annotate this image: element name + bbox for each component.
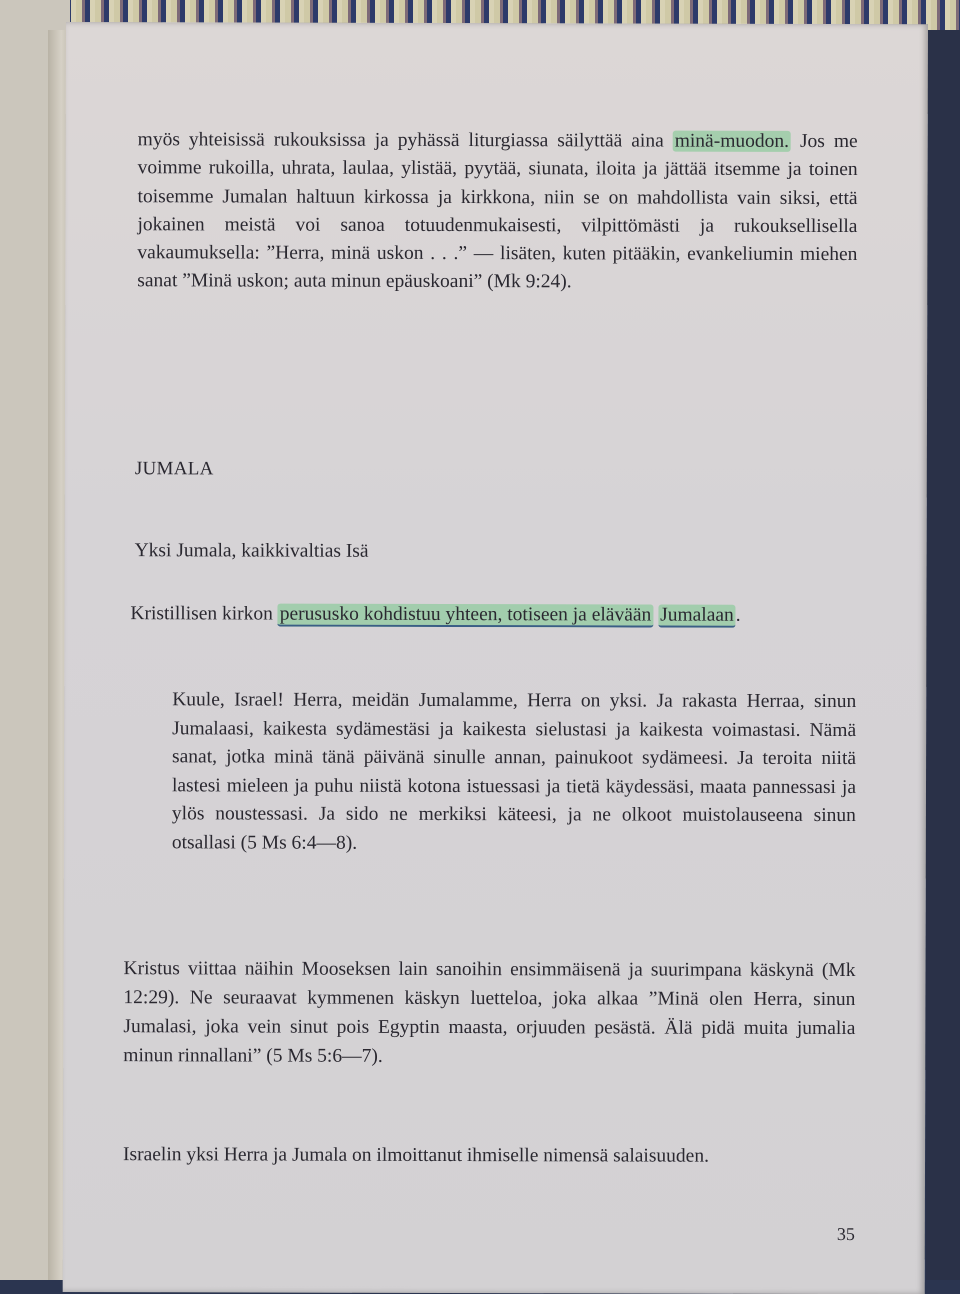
paragraph-basic-faith: Kristillisen kirkon perususko kohdistuu yhteen, totiseen ja elävään Jumalaan. xyxy=(130,603,741,626)
paragraph-christ-reference: Kristus viittaa näihin Mooseksen lain sanoihin ensimmäisenä ja suurimpana käskynä (Mk 12:29). Ne seuraavat kymmenen käskyn luetteloa, joka alkaa ”Minä olen Herra, sinun Jumalasi, joka vein sinut pois Egyptin maasta, orjuuden pesästä. Älä pidä muita jumalia minun rinnallani” (5 Ms 5:6—7). xyxy=(123,958,856,1067)
book-page xyxy=(63,22,928,1294)
highlighted-text: minä-muodon. xyxy=(674,130,790,152)
section-heading: JUMALA xyxy=(134,458,214,480)
paragraph-name-revealed: Israelin yksi Herra ja Jumala on ilmoittanut ihmiselle nimensä salaisuuden. xyxy=(123,1144,710,1167)
fabric-background-side xyxy=(926,30,960,1280)
scripture-quote: Kuule, Israel! Herra, meidän Jumalamme, Herra on yksi. Ja rakasta Herraa, sinun Jumalaasi, kaikesta sydämestäsi ja kaikesta sielustasi ja kaikesta voimastasi. Nämä sanat, jotka minä tänä päivänä sinulle annan, painukoot sydämeesi. Ja teroita niitä lastesi mieleen ja puhu niistä kotona istuessasi ja tietä käydessäsi, maata pannessasi ja ylös noustessasi. Ja sido ne merkiksi käteesi, ja ne olkoot muistolauseena sinun otsallasi (5 Ms 6:4—8). xyxy=(171,689,857,854)
highlighted-underlined-text: perususko kohdistuu yhteen, totiseen ja elävään xyxy=(278,604,654,628)
highlighted-underlined-text: Jumalaan xyxy=(658,605,736,628)
page-number: 35 xyxy=(836,1224,855,1245)
subheading: Yksi Jumala, kaikkivaltias Isä xyxy=(134,540,369,562)
paragraph-intro: myös yhteisissä rukouksissa ja pyhässä liturgiassa säilyttää aina minä-muodon. Jos me voimme rukoilla, uhrata, laulaa, ylistää, pyytää, siunata, iloita ja jättää itsemme ja toinen toisemme Jumalan haltuun kirkossa ja kirkkona, niin se on mahdollista vain siksi, että jokainen meistä voi sanoa totuudenmukaisesti, vilpittömästi ja rukouksellisella vakaumuksella: ”Herra, minä uskon . . .” — lisäten, kuten pitääkin, evankeliumin miehen sanat ”Minä uskon; auta minun epäuskoani” (Mk 9:24). xyxy=(137,129,858,293)
